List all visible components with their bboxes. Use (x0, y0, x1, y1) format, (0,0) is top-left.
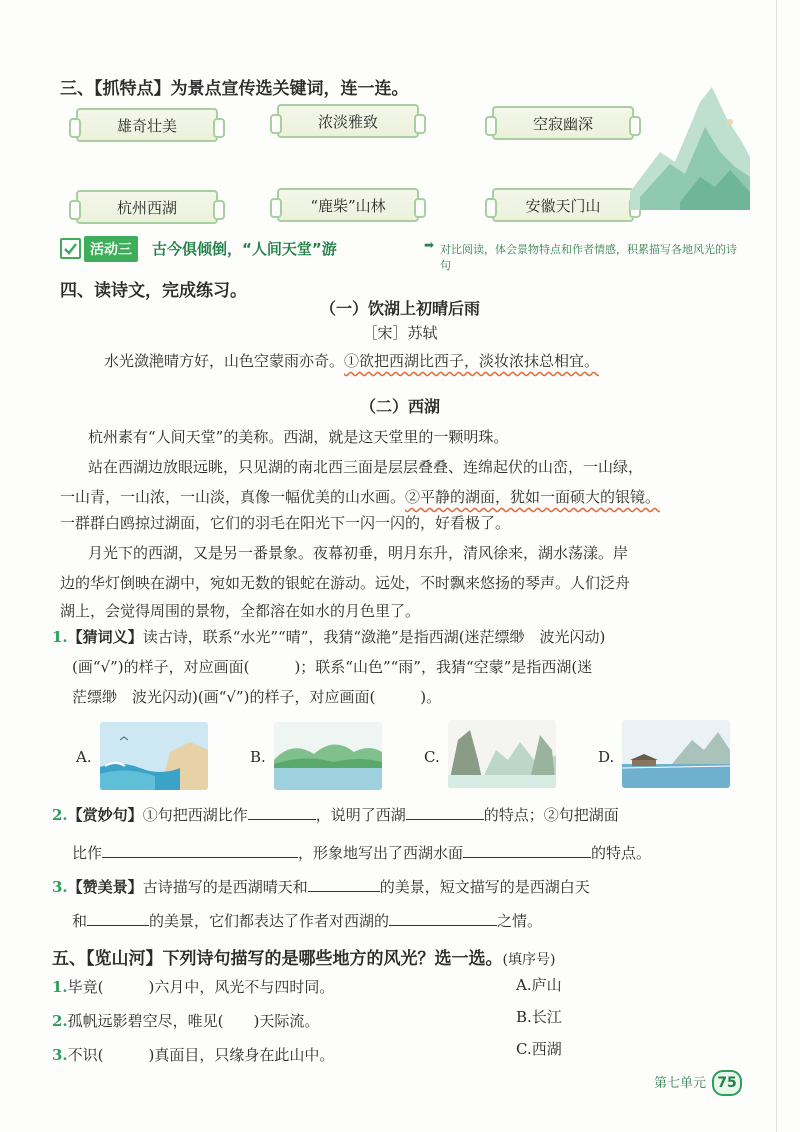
prose-paragraph-1: 杭州素有“人间天堂”的美称。西湖，就是这天堂里的一颗明珠。 (88, 428, 509, 446)
answer-blank[interactable] (389, 909, 497, 926)
answer-blank[interactable] (308, 875, 380, 892)
keyword-label: 雄奇壮美 (116, 116, 177, 135)
option-c: C.西湖 (516, 1040, 562, 1058)
section-4-title: 四、读诗文，完成练习。 (60, 281, 247, 301)
question-number: 2. (52, 806, 68, 824)
question-text: 的美景，它们都表达了作者对西湖的 (149, 912, 390, 930)
prose-paragraph-3-line-3: 湖上，会觉得周围的景物，全都溶在如水的月色里了。 (60, 602, 421, 620)
activity-title: 古今俱倾倒，“人间天堂”游 (152, 240, 337, 258)
poem-line-2: ①欲把西湖比西子，淡妆浓抹总相宜。 (344, 352, 600, 370)
prose-title: （二）西湖 (359, 397, 440, 416)
answer-blank[interactable] (87, 909, 149, 926)
question-text: 的特点。 (591, 844, 652, 862)
picture-label-c: C. (424, 748, 440, 766)
question-text: 的特点；②句把湖面 (483, 806, 619, 824)
place-card[interactable] (277, 188, 419, 222)
question-text: 的美景，短文描写的是西湖白天 (379, 878, 590, 896)
question-1-line-3: 茫缥缈 波光闪动)(画“√”)的样子，对应画面( )。 (72, 688, 442, 706)
answer-blank[interactable] (102, 841, 298, 858)
section-5-item-3 (52, 1040, 334, 1071)
question-text: ，说明了西湖 (315, 806, 406, 824)
option-a: A.庐山 (516, 976, 562, 994)
place-label: 安徽天门山 (525, 196, 601, 215)
activity-label: 活动三 (84, 236, 138, 262)
picture-label-a: A. (76, 748, 92, 766)
question-text: 和 (72, 912, 88, 930)
section-5-hint: (填序号) (502, 952, 556, 968)
poem-author: ［宋］苏轼 (362, 324, 438, 342)
activity-bar (60, 236, 740, 272)
keyword-label: 浓淡雅致 (317, 112, 378, 131)
keyword-card[interactable] (492, 106, 634, 140)
section-5-item-1 (52, 972, 334, 1003)
prose-paragraph-2-line-3: 一群群白鸥掠过湖面，它们的羽毛在阳光下一闪一闪的，好看极了。 (60, 514, 511, 532)
place-label: 杭州西湖 (116, 198, 177, 217)
item-text: 毕竟( )六月中，风光不与四时同。 (67, 978, 335, 996)
poem-title: （一）饮湖上初晴后雨 (319, 299, 480, 318)
question-2-line-2 (72, 838, 651, 869)
question-3-line-1 (52, 872, 590, 903)
arrow-right-icon: ➡ (424, 238, 435, 252)
section-5-title-row (52, 944, 555, 969)
option-b: B.长江 (516, 1008, 562, 1026)
item-text: 不识( )真面目，只缘身在此山中。 (67, 1046, 335, 1064)
question-tag: 【赞美景】 (67, 878, 143, 896)
section-5-item-2 (52, 1006, 319, 1037)
question-3-line-2 (72, 906, 542, 937)
prose-text: 一山青，一山浓，一山淡，真像一幅优美的山水画。 (60, 488, 406, 506)
unit-label: 第七单元 (654, 1076, 707, 1091)
question-text: 比作 (72, 844, 103, 862)
keyword-card[interactable] (76, 108, 218, 142)
question-tag: 【赏妙句】 (67, 806, 143, 824)
prose-paragraph-3-line-2: 边的华灯倒映在湖中，宛如无数的银蛇在游动。远处，不时飘来悠扬的琴声。人们泛舟 (60, 574, 631, 592)
prose-paragraph-2-line-1: 站在西湖边放眼远眺，只见湖的南北西三面是层层叠叠、连绵起伏的山峦，一山绿， (88, 458, 644, 476)
page-edge (776, 0, 777, 1132)
answer-blank[interactable] (248, 803, 316, 820)
prose-paragraph-3-line-1: 月光下的西湖，又是另一番景象。夜幕初垂，明月东升，清风徐来，湖水荡漾。岸 (88, 544, 629, 562)
item-number: 3. (52, 1046, 68, 1064)
item-number: 2. (52, 1012, 68, 1030)
picture-c-misty-mountains[interactable] (448, 720, 556, 788)
checkbox-icon (60, 238, 81, 259)
question-number: 1. (52, 628, 68, 646)
question-1-line-1 (52, 622, 605, 653)
poem-lines (104, 346, 599, 377)
question-tag: 【猜词义】 (67, 628, 143, 646)
place-card[interactable] (76, 190, 218, 224)
question-text: 读古诗，联系“水光”“晴”，我猜“潋滟”是指西湖(迷茫缥缈 波光闪动) (142, 628, 606, 646)
section-3-title: 三、【抓特点】为景点宣传选关键词，连一连。 (60, 79, 409, 99)
question-2-line-1 (52, 800, 619, 831)
question-number: 3. (52, 878, 68, 896)
keyword-label: 空寂幽深 (532, 114, 593, 133)
page-number-badge (712, 1070, 742, 1096)
answer-blank[interactable] (463, 841, 591, 858)
question-text: ①句把西湖比作 (142, 806, 248, 824)
answer-blank[interactable] (406, 803, 484, 820)
picture-d-lake-pavilion[interactable] (622, 720, 730, 788)
place-card[interactable] (492, 188, 634, 222)
section-5-title: 五、【览山河】下列诗句描写的是哪些地方的风光？选一选。 (52, 949, 503, 969)
question-text: ，形象地写出了西湖水面 (298, 844, 464, 862)
question-text: 古诗描写的是西湖晴天和 (142, 878, 308, 896)
mountain-illustration (630, 82, 750, 210)
poem-line-1: 水光潋滟晴方好，山色空蒙雨亦奇。 (104, 352, 345, 370)
item-text: 孤帆远影碧空尽，唯见( )天际流。 (67, 1012, 320, 1030)
activity-desc: 对比阅读，体会景物特点和作者情感，积累描写各地风光的诗句 (440, 243, 737, 272)
keyword-card[interactable] (277, 104, 419, 138)
question-1-line-2: (画“√”)的样子，对应画面( )；联系“山色”“雨”，我猜“空蒙”是指西湖(迷 (72, 658, 593, 676)
picture-label-d: D. (598, 748, 615, 766)
place-label: “鹿柴”山林 (310, 196, 386, 215)
picture-a-sea-waves[interactable] (100, 722, 208, 790)
question-text: 之情。 (497, 912, 543, 930)
page-number: 75 (717, 1075, 737, 1091)
picture-b-green-hills-lake[interactable] (274, 722, 382, 790)
item-number: 1. (52, 978, 68, 996)
picture-label-b: B. (250, 748, 266, 766)
prose-wavy-sentence: ②平静的湖面，犹如一面硕大的银镜。 (405, 488, 661, 506)
